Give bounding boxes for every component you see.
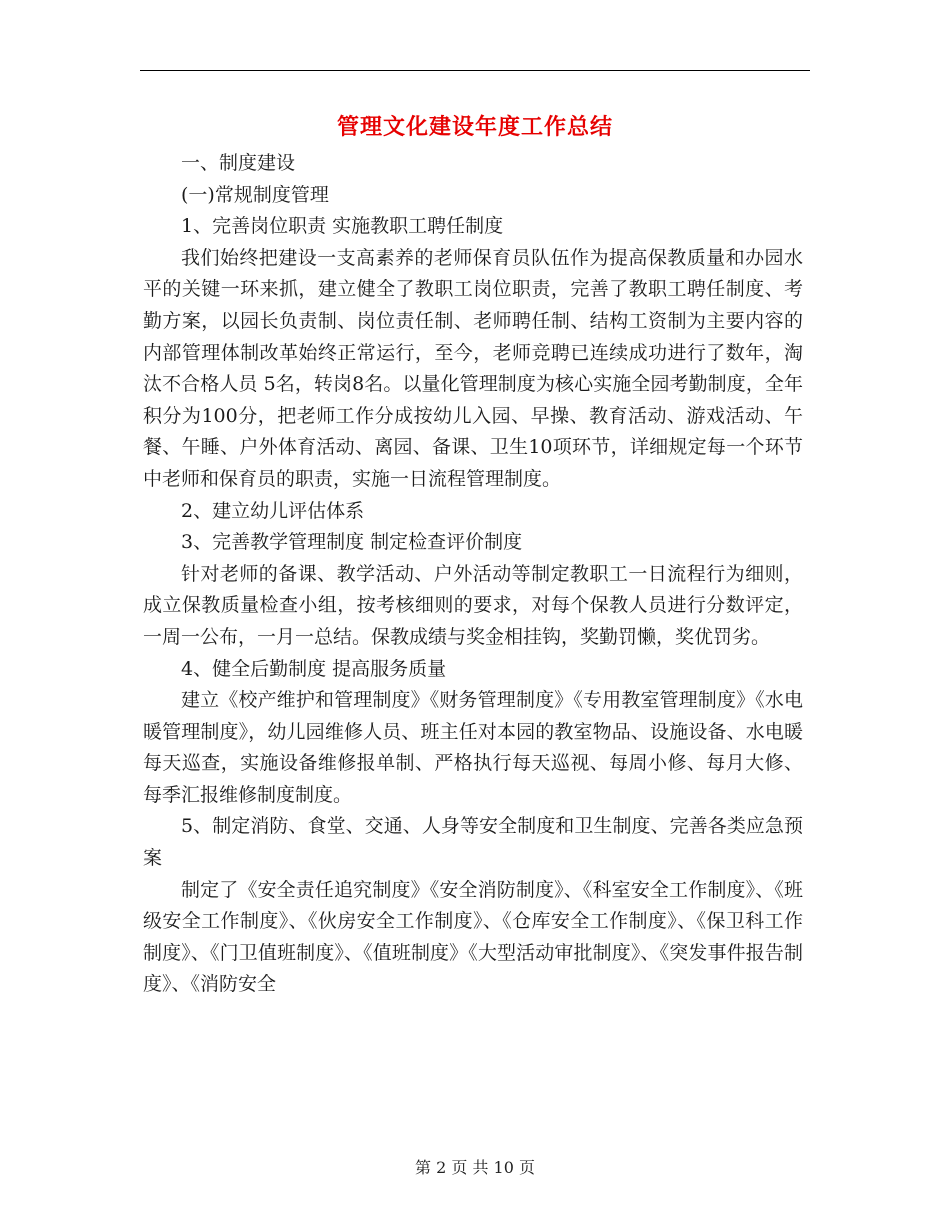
document-title: 管理文化建设年度工作总结	[336, 115, 613, 140]
header-rule	[140, 70, 810, 71]
heading-item-3: 3、完善教学管理制度 制定检查评价制度	[181, 531, 523, 554]
paragraph: 我们始终把建设一支高素养的老师保育员队伍作为提高保教质量和办园水平的关键一环来抓，建立健全了教职工岗位职责，完善了教职工聘任制度、考勤方案，以园长负责制、岗位责任制、老师聘任制、结构工资制为主要内容的内部管理体制改革始终正常运行，至今，老师竞聘已连续成功进行了数年，淘汰不合格人员 5名，转岗8名。以量化管理制度为核心实施全园考勤制度，全年积分为100分，把老师工作分成按幼儿入园、早操、教育活动、游戏活动、午餐、午睡、户外体育活动、离园、备课、卫生10项环节，详细规定每一个环节中老师和保育员的职责，实施一日流程管理制度。	[143, 246, 803, 490]
heading-item-2: 2、建立幼儿评估体系	[181, 499, 365, 522]
paragraph: 建立《校产维护和管理制度》《财务管理制度》《专用教室管理制度》《水电暖管理制度》，幼儿园维修人员、班主任对本园的教室物品、设施设备、水电暖每天巡查，实施设备维修报单制、严格执行每天巡视、每周小修、每月大修、每季汇报维修制度制度。	[143, 689, 803, 806]
page-number: 第 2 页 共 10 页	[415, 1158, 535, 1177]
heading-item-5: 5、制定消防、食堂、交通、人身等安全制度和卫生制度、完善各类应急预案	[143, 815, 803, 870]
paragraph: 针对老师的备课、教学活动、户外活动等制定教职工一日流程行为细则，成立保教质量检查小组，按考核细则的要求，对每个保教人员进行分数评定，一周一公布，一月一总结。保教成绩与奖金相挂钩，奖勤罚懒，奖优罚劣。	[143, 562, 803, 648]
paragraph: 制定了《安全责任追究制度》《安全消防制度》、《科室安全工作制度》、《班级安全工作制度》、《伙房安全工作制度》、《仓库安全工作制度》、《保卫科工作制度》、《门卫值班制度》、《值班制度》《大型活动审批制度》、《突发事件报告制度》、《消防安全	[143, 878, 803, 996]
document-body	[143, 148, 803, 1001]
heading-item-1: 1、完善岗位职责 实施教职工聘任制度	[181, 215, 504, 238]
heading-subsection-1: (一)常规制度管理	[181, 183, 329, 206]
heading-section-1: 一、制度建设	[181, 152, 296, 174]
heading-item-4: 4、健全后勤制度 提高服务质量	[181, 657, 447, 680]
